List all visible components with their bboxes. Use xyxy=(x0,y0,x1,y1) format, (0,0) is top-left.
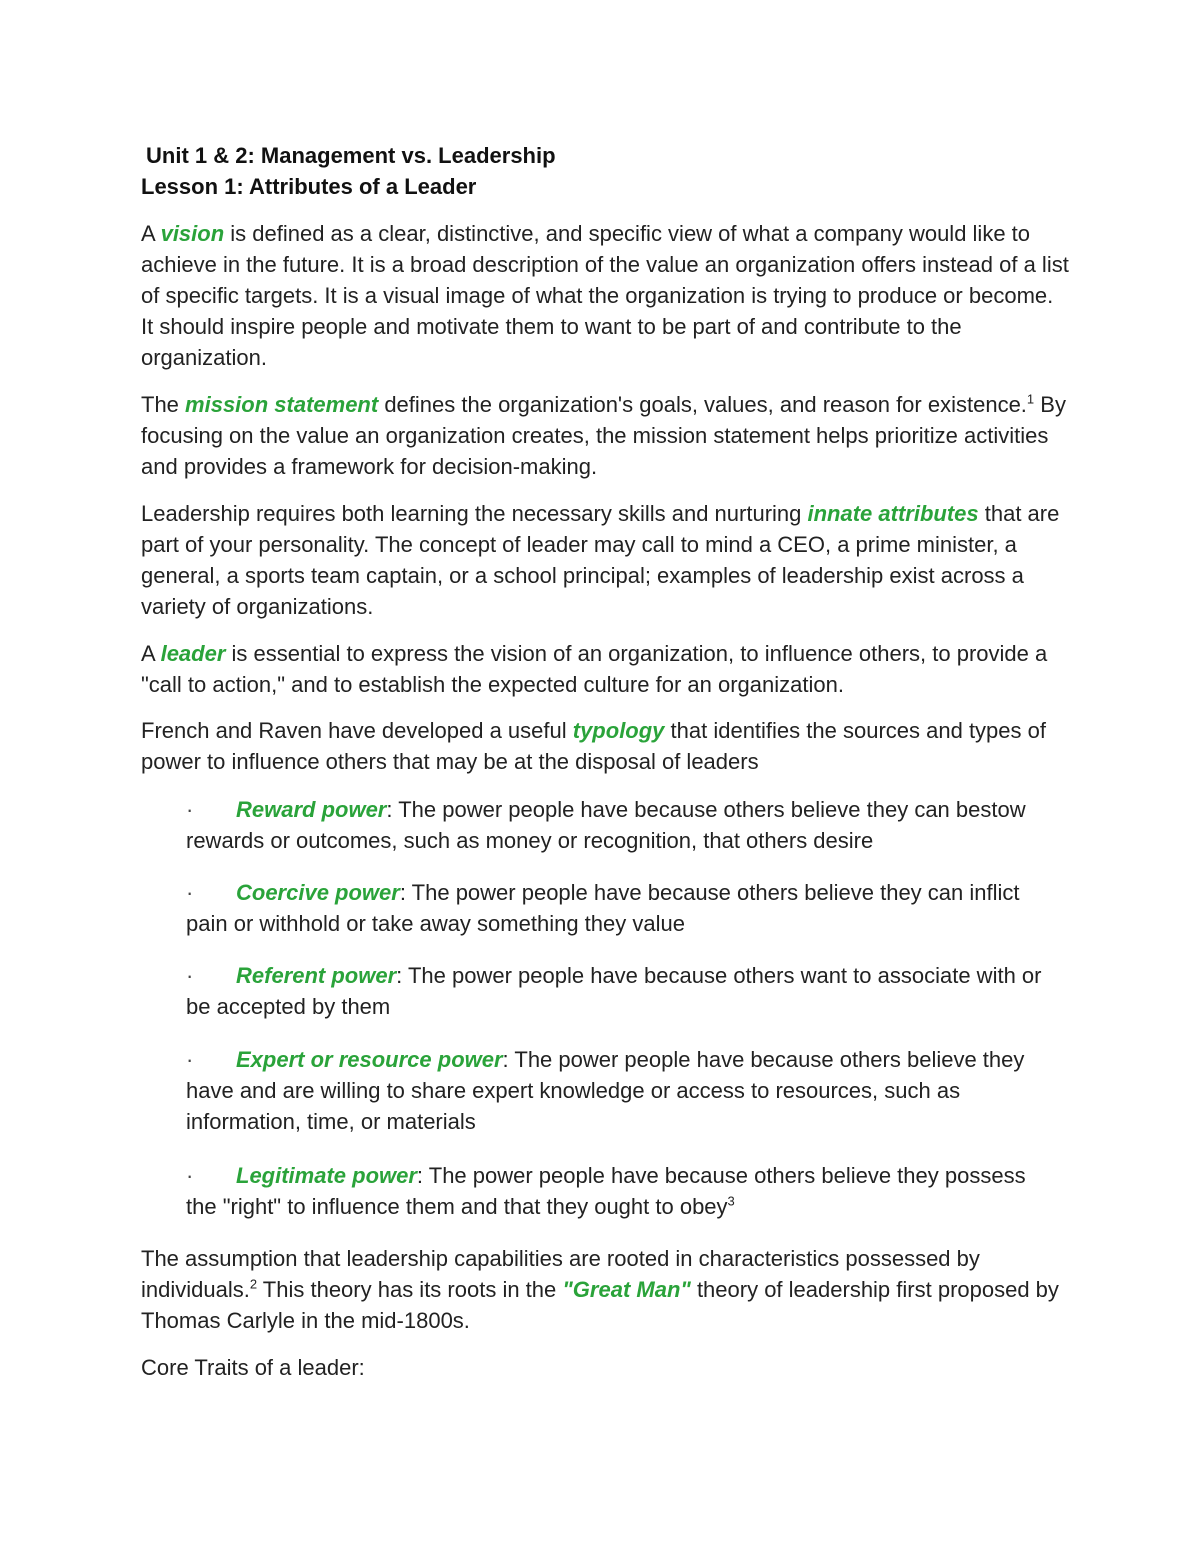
vision-pre: A xyxy=(141,221,161,246)
bullet-expert xyxy=(186,1044,1056,1137)
lesson-heading: Lesson 1: Attributes of a Leader xyxy=(141,174,477,199)
leader-post: is essential to express the vision of an organization, to influence others, to provide a "call to action," and to establish the expected culture for an organization. xyxy=(141,641,1048,697)
legitimate-text: : The power people have because others believe they possess the "right" to influence them and that they ought to obey xyxy=(186,1163,1026,1219)
bullet-coercive xyxy=(186,877,1056,939)
mission-pre: The xyxy=(141,392,186,417)
mission-post: defines the organization's goals, values, and reason for existence. xyxy=(378,392,1027,417)
expert-text: : The power people have because others believe they have and are willing to share expert knowledge or access to resources, such as information, time, or materials xyxy=(186,1047,1025,1134)
leader-term: leader xyxy=(160,641,226,666)
vision-term: vision xyxy=(160,221,225,246)
innate-term: innate attributes xyxy=(807,501,979,526)
assumption-paragraph xyxy=(141,1243,1071,1336)
reward-term: Reward power xyxy=(236,797,387,822)
coercive-term: Coercive power xyxy=(236,880,400,905)
legitimate-term: Legitimate power xyxy=(236,1163,417,1188)
footnote-3: 3 xyxy=(727,1193,735,1209)
vision-post: is defined as a clear, distinctive, and specific view of what a company would like to achieve in the future. It is a broad description of the value an organization offers instead of a list of specific targets. It is a visual image of what the organization is trying to produce or become. It should inspire people and motivate them to want to be part of and contribute to the organization. xyxy=(141,221,1069,370)
bullet-legitimate xyxy=(186,1160,1056,1222)
innate-post: that are part of your personality. The concept of leader may call to mind a CEO, a prime minister, a general, a sports team captain, or a school principal; examples of leadership exist across a variety of organizations. xyxy=(141,501,1060,619)
bullet-referent xyxy=(186,960,1056,1022)
typology-post: that identifies the sources and types of power to influence others that may be at the disposal of leaders xyxy=(141,718,1046,774)
mission-paragraph xyxy=(141,389,1071,482)
reward-text: : The power people have because others believe they can bestow rewards or outcomes, such as money or recognition, that others desire xyxy=(186,797,1026,853)
mission-term: mission statement xyxy=(185,392,379,417)
mission-post2: By focusing on the value an organization creates, the mission statement helps prioritize activities and provides a framework for decision-making. xyxy=(141,392,1066,479)
bullet-marker: · xyxy=(186,1163,194,1188)
coercive-text: : The power people have because others believe they can inflict pain or withhold or take away something they value xyxy=(186,880,1020,936)
bullet-reward xyxy=(186,794,1056,856)
footnote-1: 1 xyxy=(1026,391,1035,407)
assumption-pre: The assumption that leadership capabilities are rooted in characteristics possessed by individuals. xyxy=(141,1246,980,1302)
innate-paragraph xyxy=(141,498,1071,622)
bullet-marker: · xyxy=(186,880,194,905)
expert-term: Expert or resource power xyxy=(236,1047,503,1072)
bullet-marker: · xyxy=(186,797,194,822)
great-man-term: "Great Man" xyxy=(562,1277,691,1302)
referent-text: : The power people have because others want to associate with or be accepted by them xyxy=(186,963,1042,1019)
typology-term: typology xyxy=(572,718,665,743)
leader-pre: A xyxy=(141,641,161,666)
typology-paragraph xyxy=(141,715,1071,777)
leader-paragraph xyxy=(141,638,1071,700)
typology-pre: French and Raven have developed a useful xyxy=(141,718,573,743)
core-traits-label: Core Traits of a leader: xyxy=(141,1355,365,1380)
innate-pre: Leadership requires both learning the necessary skills and nurturing xyxy=(141,501,808,526)
bullet-marker: · xyxy=(186,963,194,988)
vision-paragraph xyxy=(141,218,1071,373)
assumption-mid: This theory has its roots in the xyxy=(257,1277,563,1302)
bullet-marker: · xyxy=(186,1047,194,1072)
unit-heading: Unit 1 & 2: Management vs. Leadership xyxy=(146,143,556,168)
referent-term: Referent power xyxy=(236,963,397,988)
footnote-2: 2 xyxy=(249,1276,258,1292)
assumption-post: theory of leadership first proposed by Thomas Carlyle in the mid-1800s. xyxy=(141,1277,1059,1333)
